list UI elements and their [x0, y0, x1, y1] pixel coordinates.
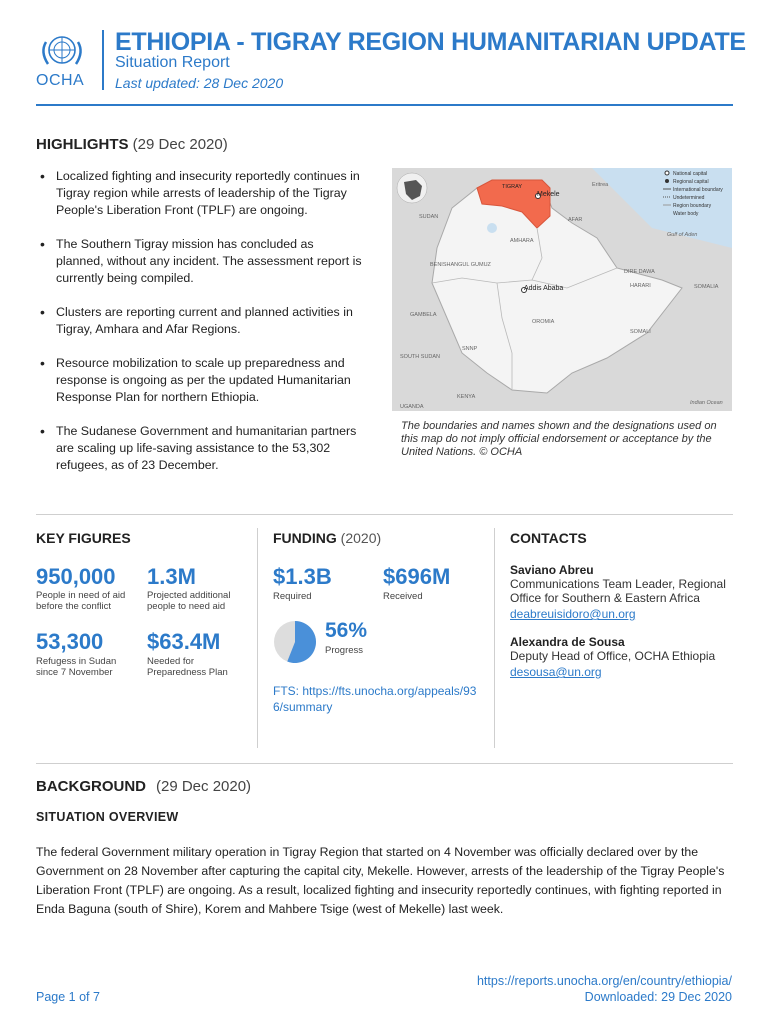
funding-received-label: Received — [383, 591, 423, 602]
map-label-uganda: UGANDA — [400, 404, 424, 410]
contact-email-link[interactable]: desousa@un.org — [510, 665, 602, 679]
map-label-harari: HARARI — [630, 283, 651, 289]
contacts-section — [510, 530, 735, 681]
column-divider — [494, 528, 495, 748]
map-label-addis: Addis Ababa — [524, 285, 564, 292]
contact-role: Communications Team Leader, Regional Office for Southern & Eastern Africa — [510, 577, 726, 605]
key-figure-value: 1.3M — [147, 564, 196, 589]
funding-required-label: Required — [273, 591, 312, 602]
highlights-date: (29 Dec 2020) — [132, 136, 228, 153]
highlight-item: • Clusters are reporting current and planned activities in Tigray, Amhara and Afar Regions. — [36, 304, 362, 338]
legend-region-boundary: Region boundary — [673, 203, 712, 209]
page-subtitle: Situation Report — [115, 54, 230, 71]
funding-year: (2020) — [340, 530, 382, 546]
key-figure-label: Needed for Preparedness Plan — [147, 656, 228, 678]
map-label-gambela: GAMBELA — [410, 312, 437, 318]
map-label-somalia: SOMALIA — [694, 284, 719, 290]
map-label-amhara: AMHARA — [510, 238, 534, 244]
section-divider — [36, 763, 733, 764]
footer-downloaded: Downloaded: 29 Dec 2020 — [584, 990, 732, 1004]
header-rule — [36, 104, 733, 106]
contact-role: Deputy Head of Office, OCHA Ethiopia — [510, 649, 716, 663]
highlight-item: • Resource mobilization to scale up preparedness and response is ongoing as per the updated Humanitarian Response Plan for northern Ethiopia. — [36, 355, 362, 406]
legend-international-boundary: International boundary — [673, 187, 723, 193]
map-label-kenya: KENYA — [457, 394, 476, 400]
page-number: Page 1 of 7 — [36, 990, 100, 1004]
highlight-item: • Localized fighting and insecurity reportedly continues in Tigray region while arrests of leadership of the Tigray People's Liberation Front (TPLF) are ongoing. — [36, 168, 362, 219]
fts-link[interactable]: FTS: https://fts.unocha.org/appeals/936/summary — [273, 684, 477, 714]
map-label-snnp: SNNP — [462, 346, 478, 352]
highlights-title: HIGHLIGHTS — [36, 136, 129, 153]
map-label-eritrea: Eritrea — [592, 182, 609, 188]
contact-name: Saviano Abreu — [510, 563, 594, 577]
highlight-item: • The Southern Tigray mission has concluded as planned, without any incident. The assessment report is currently being compiled. — [36, 236, 362, 287]
highlight-item: • The Sudanese Government and humanitarian partners are scaling up life-saving assistance to the 53,302 refugees, as of 23 December. — [36, 423, 362, 474]
key-figure-label: Projected additional people to need aid — [147, 590, 231, 612]
legend-undetermined: Undetermined — [673, 195, 705, 201]
map-label-benishangul: BENISHANGUL GUMUZ — [430, 262, 491, 268]
footer-url-link[interactable]: https://reports.unocha.org/en/country/ethiopia/ — [476, 974, 732, 988]
funding-progress-pie — [273, 620, 317, 664]
background-title: BACKGROUND — [36, 778, 146, 795]
header-divider — [102, 30, 104, 90]
situation-overview-text: The federal Government military operation in Tigray Region that started on 4 November was officially declared over by the Government on 28 November after capturing the capital city, Mekelle. However, arrests of the leadership of the Tigray People's Liberation Front (TPLF) are ongoing. As a result, localized fighting and insecurity reportedly continues, with fighting reported in Enda Baguna (south of Shire), Korem and Mahbere Tsige (west of Mekelle) last week. — [36, 845, 725, 916]
map-label-south-sudan: SOUTH SUDAN — [400, 354, 441, 360]
background-date: (29 Dec 2020) — [156, 778, 252, 795]
highlights-list — [36, 168, 362, 491]
situation-overview-heading: SITUATION OVERVIEW — [36, 810, 179, 824]
funding-required-value: $1.3B — [273, 564, 332, 589]
map-label-indian-ocean: Indian Ocean — [690, 400, 723, 406]
ethiopia-map-graphic — [392, 168, 732, 411]
map-disclaimer: The boundaries and names shown and the designations used on this map do not imply official endorsement or acceptance by the United Nations. © OCHA — [401, 420, 717, 458]
key-figure-value: $63.4M — [147, 629, 221, 654]
ocha-logo-text: OCHA — [36, 72, 85, 89]
funding-progress-value: 56% — [325, 619, 368, 642]
map-label-sudan: SUDAN — [419, 214, 439, 220]
map-label-tigray: TIGRAY — [502, 184, 523, 190]
contact-email-link[interactable]: deabreuisidoro@un.org — [510, 607, 636, 621]
funding-title: FUNDING — [273, 530, 337, 546]
key-figure-value: 950,000 — [36, 564, 116, 589]
map-label-oromia: OROMIA — [532, 319, 555, 325]
map-label-dire-dawa: DIRE DAWA — [624, 269, 655, 275]
contact-name: Alexandra de Sousa — [510, 635, 625, 649]
funding-progress-label: Progress — [325, 645, 364, 656]
map-label-afar: AFAR — [568, 217, 583, 223]
background-heading — [36, 778, 251, 795]
page-title: ETHIOPIA - TIGRAY REGION HUMANITARIAN UPDATE — [115, 28, 746, 56]
funding-received-value: $696M — [383, 564, 451, 589]
key-figure-value: 53,300 — [36, 629, 104, 654]
key-figure-label: Refugess in Sudan since 7 November — [36, 656, 117, 678]
legend-regional-capital: Regional capital — [673, 179, 709, 185]
column-divider — [257, 528, 258, 748]
legend-national-capital: National capital — [673, 171, 708, 177]
key-figures-heading: KEY FIGURES — [36, 530, 131, 546]
map-label-gulf: Gulf of Aden — [667, 232, 698, 238]
contacts-heading: CONTACTS — [510, 530, 587, 546]
map-label-mekele: Mekele — [537, 191, 560, 198]
key-figure-label: People in need of aid before the conflict — [36, 590, 126, 612]
legend-water-body: Water body — [673, 211, 699, 217]
ethiopia-map — [392, 168, 732, 411]
last-updated: Last updated: 28 Dec 2020 — [115, 75, 284, 91]
section-divider — [36, 514, 733, 515]
map-label-somali: SOMALI — [630, 329, 651, 335]
funding-heading — [273, 530, 381, 546]
highlights-heading — [36, 136, 228, 153]
